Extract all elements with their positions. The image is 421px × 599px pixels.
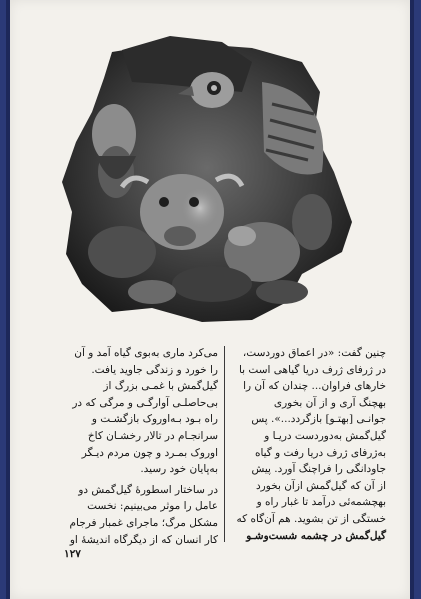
text-column-left bbox=[64, 345, 218, 548]
text-line: خارهای فراوان... چندان که آن را bbox=[243, 380, 386, 393]
text-line: مشکل مرگ؛ ماجرای غمبار فرجام bbox=[69, 516, 218, 529]
relief-photograph bbox=[52, 22, 375, 330]
text-line: از آن که گیل‌گمش ازآن بخورد bbox=[256, 479, 386, 492]
text-line: در ژرفای ژرف دریا گیاهی است با bbox=[238, 363, 386, 376]
page-number: ۱۲۷ bbox=[64, 548, 81, 560]
text-line: اوروک بمـرد و چون مردم دیـگر bbox=[81, 446, 218, 459]
text-line: کار انسان که از دیگرگاه اندیشهٔ او bbox=[69, 533, 218, 546]
text-line: عامل را موثر می‌بینیم: نخست bbox=[87, 500, 218, 513]
text-line: به‌پایان خود رسید. bbox=[140, 463, 218, 476]
text-line: بهچنگ آری و از آن بخوری bbox=[273, 396, 386, 409]
text-line: بی‌حاصلـی آوارگـی و مرگی که در bbox=[72, 396, 218, 409]
text-line: جوانـی [بهتـو] بازگردد...». پس bbox=[251, 413, 386, 426]
text-line: گیل‌گمش به‌دورد‌ست دریـا و bbox=[264, 429, 386, 442]
text-column-right bbox=[232, 345, 386, 544]
text-line: را خورد و زندگی جاوید یافت. bbox=[91, 363, 218, 376]
scan-edge-left bbox=[0, 0, 10, 599]
column-divider bbox=[224, 346, 225, 542]
text-line: چنین گفت: «در اعماق دوردست، bbox=[242, 347, 386, 359]
text-line: جاودانگی را فراچنگ آورد. پیش bbox=[251, 463, 386, 476]
text-line: سرانجـام در تالار رخشـان کاخ bbox=[87, 429, 218, 442]
text-line: در ساختار اسطورهٔ گیل‌گمش دو bbox=[78, 483, 218, 496]
text-line: می‌کرد ماری به‌بوی گیاه آمد و آن bbox=[74, 347, 218, 359]
text-line: راه بـود بـه‌اوروک بازگشـت و bbox=[91, 413, 218, 426]
text-line: به‌ژرفای ژرف دریا رفت و گیاه bbox=[254, 446, 386, 459]
text-line: بهچشمه‌ئی درآمد تا غبار راه و bbox=[256, 496, 386, 509]
scan-edge-right bbox=[410, 0, 421, 599]
text-line: گیل‌گمش در چشمه شست‌وشـو bbox=[246, 529, 386, 542]
text-line: گیل‌گمش با غمـی بزرگ از bbox=[103, 380, 218, 393]
text-line: خستگی از تن بشوید. هم آن‌گاه که bbox=[236, 512, 386, 525]
